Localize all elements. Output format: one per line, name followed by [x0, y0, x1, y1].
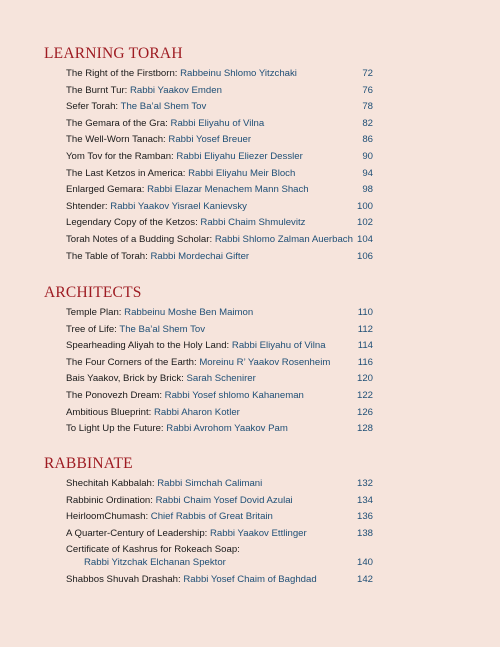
entry-page: 142: [356, 574, 373, 585]
entry-title: Torah Notes of a Budding Scholar:: [66, 234, 213, 245]
toc-entry[interactable]: [66, 306, 373, 319]
toc-entry[interactable]: [66, 372, 373, 385]
section-title: RABBINATE: [44, 455, 133, 472]
entry-author: Rabbi Avrohom Yaakov Pam: [166, 423, 288, 435]
entry-page: 136: [356, 511, 373, 523]
entry-page: 94: [362, 167, 373, 179]
entry-title: To Light Up the Future:: [66, 423, 164, 435]
toc-entry[interactable]: [66, 117, 373, 130]
entry-title: HeirloomChumash:: [66, 511, 149, 523]
entry-page: 86: [362, 134, 373, 146]
entry-title: The Table of Torah:: [66, 250, 148, 262]
toc-entry[interactable]: [66, 133, 373, 146]
entry-author: Rabbi Mordechai Gifter: [150, 250, 250, 262]
entry-title: Enlarged Gemara:: [66, 184, 145, 196]
entry-author: Rabbi Eliyahu of Vilna: [231, 340, 326, 352]
toc-entry-wrapped[interactable]: [66, 543, 373, 569]
entry-author: Rabbi Yaakov Ettlinger: [210, 527, 307, 539]
toc-entry[interactable]: [66, 339, 373, 352]
entry-title: The Gemara of the Gra:: [66, 117, 168, 129]
entry-title: The Well-Worn Tanach:: [66, 134, 166, 146]
toc-entry[interactable]: [66, 84, 373, 97]
entry-author: Moreinu R’ Yaakov Rosenheim: [199, 356, 331, 368]
entry-author: The Ba’al Shem Tov: [119, 323, 206, 335]
toc-entry[interactable]: [66, 510, 373, 523]
entry-page: 82: [362, 117, 373, 129]
entry-author: Rabbi Yosef shlomo Kahaneman: [164, 390, 304, 401]
entry-author: Chief Rabbis of Great Britain: [150, 511, 273, 523]
entry-title: Shabbos Shuvah Drashah:: [66, 574, 181, 585]
toc-entry[interactable]: [66, 406, 373, 419]
entry-page: 90: [362, 151, 373, 162]
section-title: ARCHITECTS: [44, 284, 142, 301]
entry-author: Rabbeinu Moshe Ben Maimon: [124, 307, 254, 318]
entry-author: Rabbi Simchah Calimani: [157, 478, 263, 489]
toc-entry[interactable]: [66, 494, 373, 507]
entry-page: 112: [357, 323, 373, 335]
entry-page: 114: [357, 340, 373, 352]
entry-page: 98: [362, 184, 373, 196]
entry-title: Temple Plan:: [66, 307, 122, 318]
entry-page: 138: [356, 527, 373, 539]
entry-author: Rabbi Yosef Chaim of Baghdad: [183, 574, 317, 585]
entry-author: Rabbi Aharon Kotler: [154, 406, 240, 418]
entry-author: Sarah Schenirer: [186, 373, 256, 385]
entry-author: Rabbi Yosef Breuer: [168, 134, 252, 146]
entry-title: Ambitious Blueprint:: [66, 406, 152, 418]
entry-page: 104: [356, 234, 373, 245]
entry-title: Sefer Torah:: [66, 101, 119, 113]
entry-page: 140: [356, 557, 373, 569]
entry-page: 126: [356, 406, 373, 418]
entry-author: Rabbi Yaakov Emden: [130, 84, 222, 96]
entry-page: 134: [356, 494, 373, 506]
toc-entry[interactable]: [66, 100, 373, 113]
entry-title: Shechitah Kabbalah:: [66, 478, 155, 489]
entry-author: Rabbeinu Shlomo Yitzchaki: [180, 68, 297, 79]
entry-page: 102: [356, 217, 373, 229]
toc-entry[interactable]: [66, 233, 373, 246]
toc-entry[interactable]: [66, 323, 373, 336]
toc-entry[interactable]: [66, 527, 373, 540]
toc-entry[interactable]: [66, 167, 373, 180]
entry-page: 106: [356, 250, 373, 262]
entry-title: The Burnt Tur:: [66, 84, 128, 96]
entry-author: Rabbi Elazar Menachem Mann Shach: [147, 184, 309, 196]
entry-author: Rabbi Shlomo Zalman Auerbach: [214, 234, 353, 245]
toc-entry[interactable]: [66, 250, 373, 263]
toc-entry[interactable]: [66, 573, 373, 586]
entry-title: Yom Tov for the Ramban:: [66, 151, 174, 162]
entry-author: Rabbi Eliyahu of Vilna: [170, 117, 265, 129]
toc-entry[interactable]: [66, 200, 373, 213]
entry-author: Rabbi Chaim Shmulevitz: [200, 217, 306, 229]
entry-page: 78: [362, 101, 373, 113]
entry-page: 100: [356, 200, 373, 212]
entry-page: 132: [356, 478, 373, 489]
entry-author: Rabbi Chaim Yosef Dovid Azulai: [155, 494, 293, 506]
entry-page: 72: [362, 68, 373, 79]
toc-entry[interactable]: [66, 150, 373, 163]
entry-author: Rabbi Yaakov Yisrael Kanievsky: [110, 200, 247, 212]
toc-entry[interactable]: [66, 389, 373, 402]
toc-entry[interactable]: [66, 183, 373, 196]
entry-page: 128: [356, 423, 373, 435]
entry-author: The Ba’al Shem Tov: [120, 101, 207, 113]
entry-title: Tree of Life:: [66, 323, 117, 335]
toc-entry[interactable]: [66, 422, 373, 435]
entry-page: 110: [357, 307, 373, 318]
toc-entry[interactable]: [66, 477, 373, 490]
entry-page: 122: [356, 390, 373, 401]
entry-title: A Quarter-Century of Leadership:: [66, 527, 208, 539]
entry-title: Bais Yaakov, Brick by Brick:: [66, 373, 184, 385]
entry-title: The Ponovezh Dream:: [66, 390, 162, 401]
entry-title: Rabbinic Ordination:: [66, 494, 153, 506]
toc-entry[interactable]: [66, 216, 373, 229]
entry-page: 120: [356, 373, 373, 385]
entry-author: Rabbi Eliyahu Eliezer Dessler: [176, 151, 303, 162]
entry-title: Certificate of Kashrus for Rokeach Soap:: [66, 544, 240, 556]
entry-page: 116: [357, 356, 373, 368]
toc-entry[interactable]: [66, 356, 373, 369]
entry-author: Rabbi Yitzchak Elchanan Spektor: [84, 557, 226, 569]
entry-title: Shtender:: [66, 200, 108, 212]
entry-author: Rabbi Eliyahu Meir Bloch: [188, 167, 296, 179]
toc-entry[interactable]: [66, 67, 373, 80]
entry-page: 76: [362, 84, 373, 96]
entry-title: Legendary Copy of the Ketzos:: [66, 217, 198, 229]
entry-title: The Right of the Firstborn:: [66, 68, 178, 79]
section-title: LEARNING TORAH: [44, 45, 183, 62]
entry-title: Spearheading Aliyah to the Holy Land:: [66, 340, 230, 352]
entry-title: The Last Ketzos in America:: [66, 167, 186, 179]
entry-title: The Four Corners of the Earth:: [66, 356, 197, 368]
